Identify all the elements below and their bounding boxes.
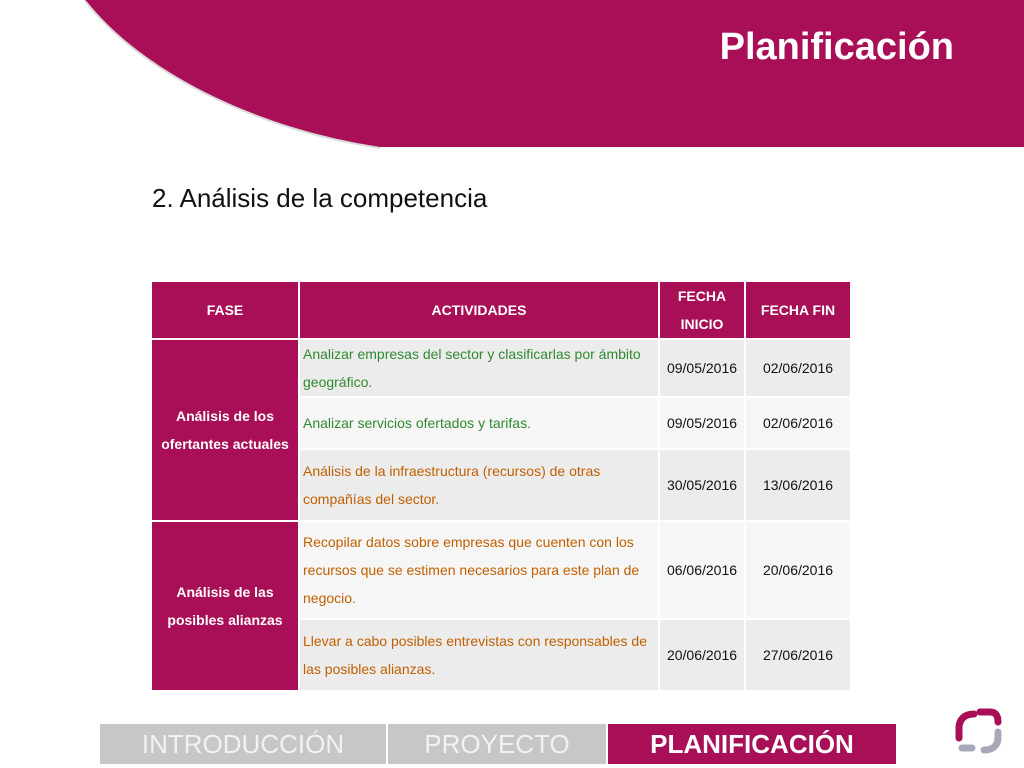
phase-cell: Análisis de los ofertantes actuales: [151, 339, 299, 521]
table-row: [151, 521, 851, 619]
header-fecha-inicio: FECHA INICIO: [659, 281, 745, 339]
header-banner: [0, 0, 1024, 150]
activity-cell: Recopilar datos sobre empresas que cuenten con los recursos que se estimen necesarios para este plan de negocio.: [299, 521, 659, 619]
header-actividades: ACTIVIDADES: [299, 281, 659, 339]
header-fase: FASE: [151, 281, 299, 339]
start-date-cell: 09/05/2016: [659, 339, 745, 397]
end-date-cell: 27/06/2016: [745, 619, 851, 691]
start-date-cell: 30/05/2016: [659, 449, 745, 521]
activity-cell: Analizar empresas del sector y clasificarlas por ámbito geográfico.: [299, 339, 659, 397]
end-date-cell: 02/06/2016: [745, 339, 851, 397]
nav-introduccion[interactable]: INTRODUCCIÓN: [100, 724, 388, 764]
planning-table: [150, 280, 852, 692]
end-date-cell: 02/06/2016: [745, 397, 851, 449]
header-fecha-fin: FECHA FIN: [745, 281, 851, 339]
activity-cell: Llevar a cabo posibles entrevistas con responsables de las posibles alianzas.: [299, 619, 659, 691]
slide-subtitle: 2. Análisis de la competencia: [152, 183, 488, 213]
brand-logo-icon: [954, 706, 1004, 756]
nav-proyecto[interactable]: PROYECTO: [388, 724, 608, 764]
slide-title: Planificación: [719, 26, 954, 68]
start-date-cell: 09/05/2016: [659, 397, 745, 449]
end-date-cell: 13/06/2016: [745, 449, 851, 521]
start-date-cell: 20/06/2016: [659, 619, 745, 691]
nav-planificacion[interactable]: PLANIFICACIÓN: [608, 724, 896, 764]
start-date-cell: 06/06/2016: [659, 521, 745, 619]
activity-cell: Análisis de la infraestructura (recursos) de otras compañías del sector.: [299, 449, 659, 521]
section-nav: [100, 724, 896, 764]
activity-cell: Analizar servicios ofertados y tarifas.: [299, 397, 659, 449]
table-header-row: [151, 281, 851, 339]
end-date-cell: 20/06/2016: [745, 521, 851, 619]
phase-cell: Análisis de las posibles alianzas: [151, 521, 299, 691]
table-row: [151, 339, 851, 397]
